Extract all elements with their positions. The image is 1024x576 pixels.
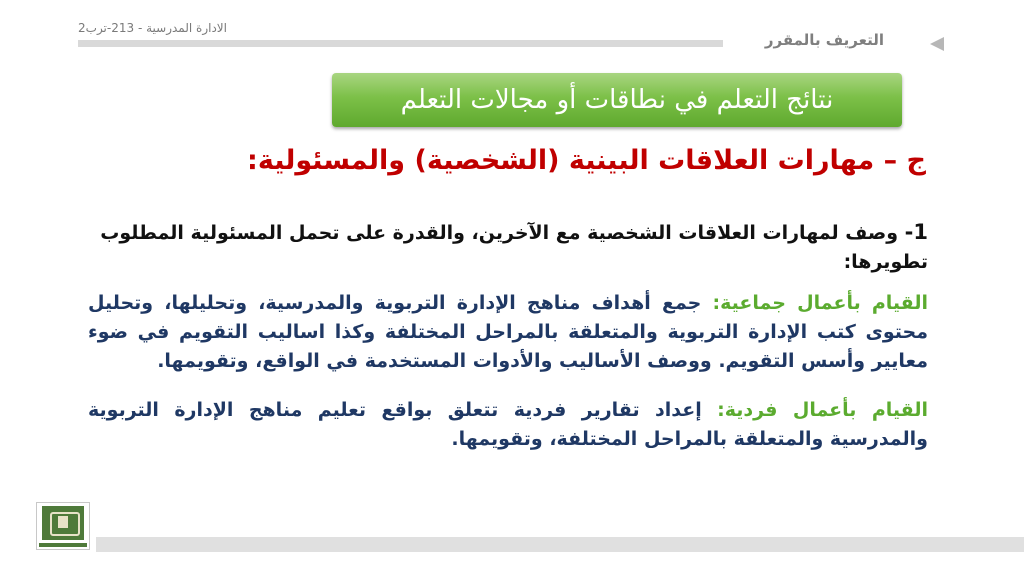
- group-work-paragraph: [88, 289, 928, 376]
- item-number: 1-: [904, 220, 928, 244]
- section-heading: ج – مهارات العلاقات البينية (الشخصية) والمسئولية:: [247, 145, 926, 176]
- item-paragraph-1: [88, 218, 928, 277]
- header-divider-bar: [78, 40, 723, 47]
- group-work-text: جمع أهداف مناهج الإدارة التربوية والمدرسية، وتحليلها، وتحليل محتوى كتب الإدارة التربوية والمتعلقة بالمراحل المختلفة وكذا اساليب التقويم في ضوء معايير وأسس التقويم. ووصف الأساليب والأدوات المستخدمة في الواقع، وتقويمها.: [88, 292, 928, 372]
- footer-bar: [96, 537, 1024, 552]
- nav-arrow-icon[interactable]: [930, 37, 944, 51]
- title-banner: [332, 73, 902, 127]
- banner-title: نتائج التعلم في نطاقات أو مجالات التعلم: [400, 85, 834, 115]
- item-text: وصف لمهارات العلاقات الشخصية مع الآخرين، والقدرة على تحمل المسئولية المطلوب تطويرها:: [100, 222, 928, 273]
- course-code-label: الادارة المدرسية - 213-ترب2: [78, 21, 227, 35]
- logo-emblem: [42, 506, 84, 540]
- group-work-lead: القيام بأعمال جماعية:: [712, 292, 928, 314]
- individual-work-text: إعداد تقارير فردية تتعلق بواقع تعليم مناهج الإدارة التربوية والمدرسية والمتعلقة بالمراحل المختلفة، وتقويمها.: [88, 399, 928, 450]
- individual-work-paragraph: [88, 396, 928, 454]
- logo-strip: [39, 543, 87, 547]
- section-title: التعريف بالمقرر: [764, 31, 884, 49]
- individual-work-lead: القيام بأعمال فردية:: [717, 399, 928, 421]
- university-logo-icon: [36, 502, 90, 550]
